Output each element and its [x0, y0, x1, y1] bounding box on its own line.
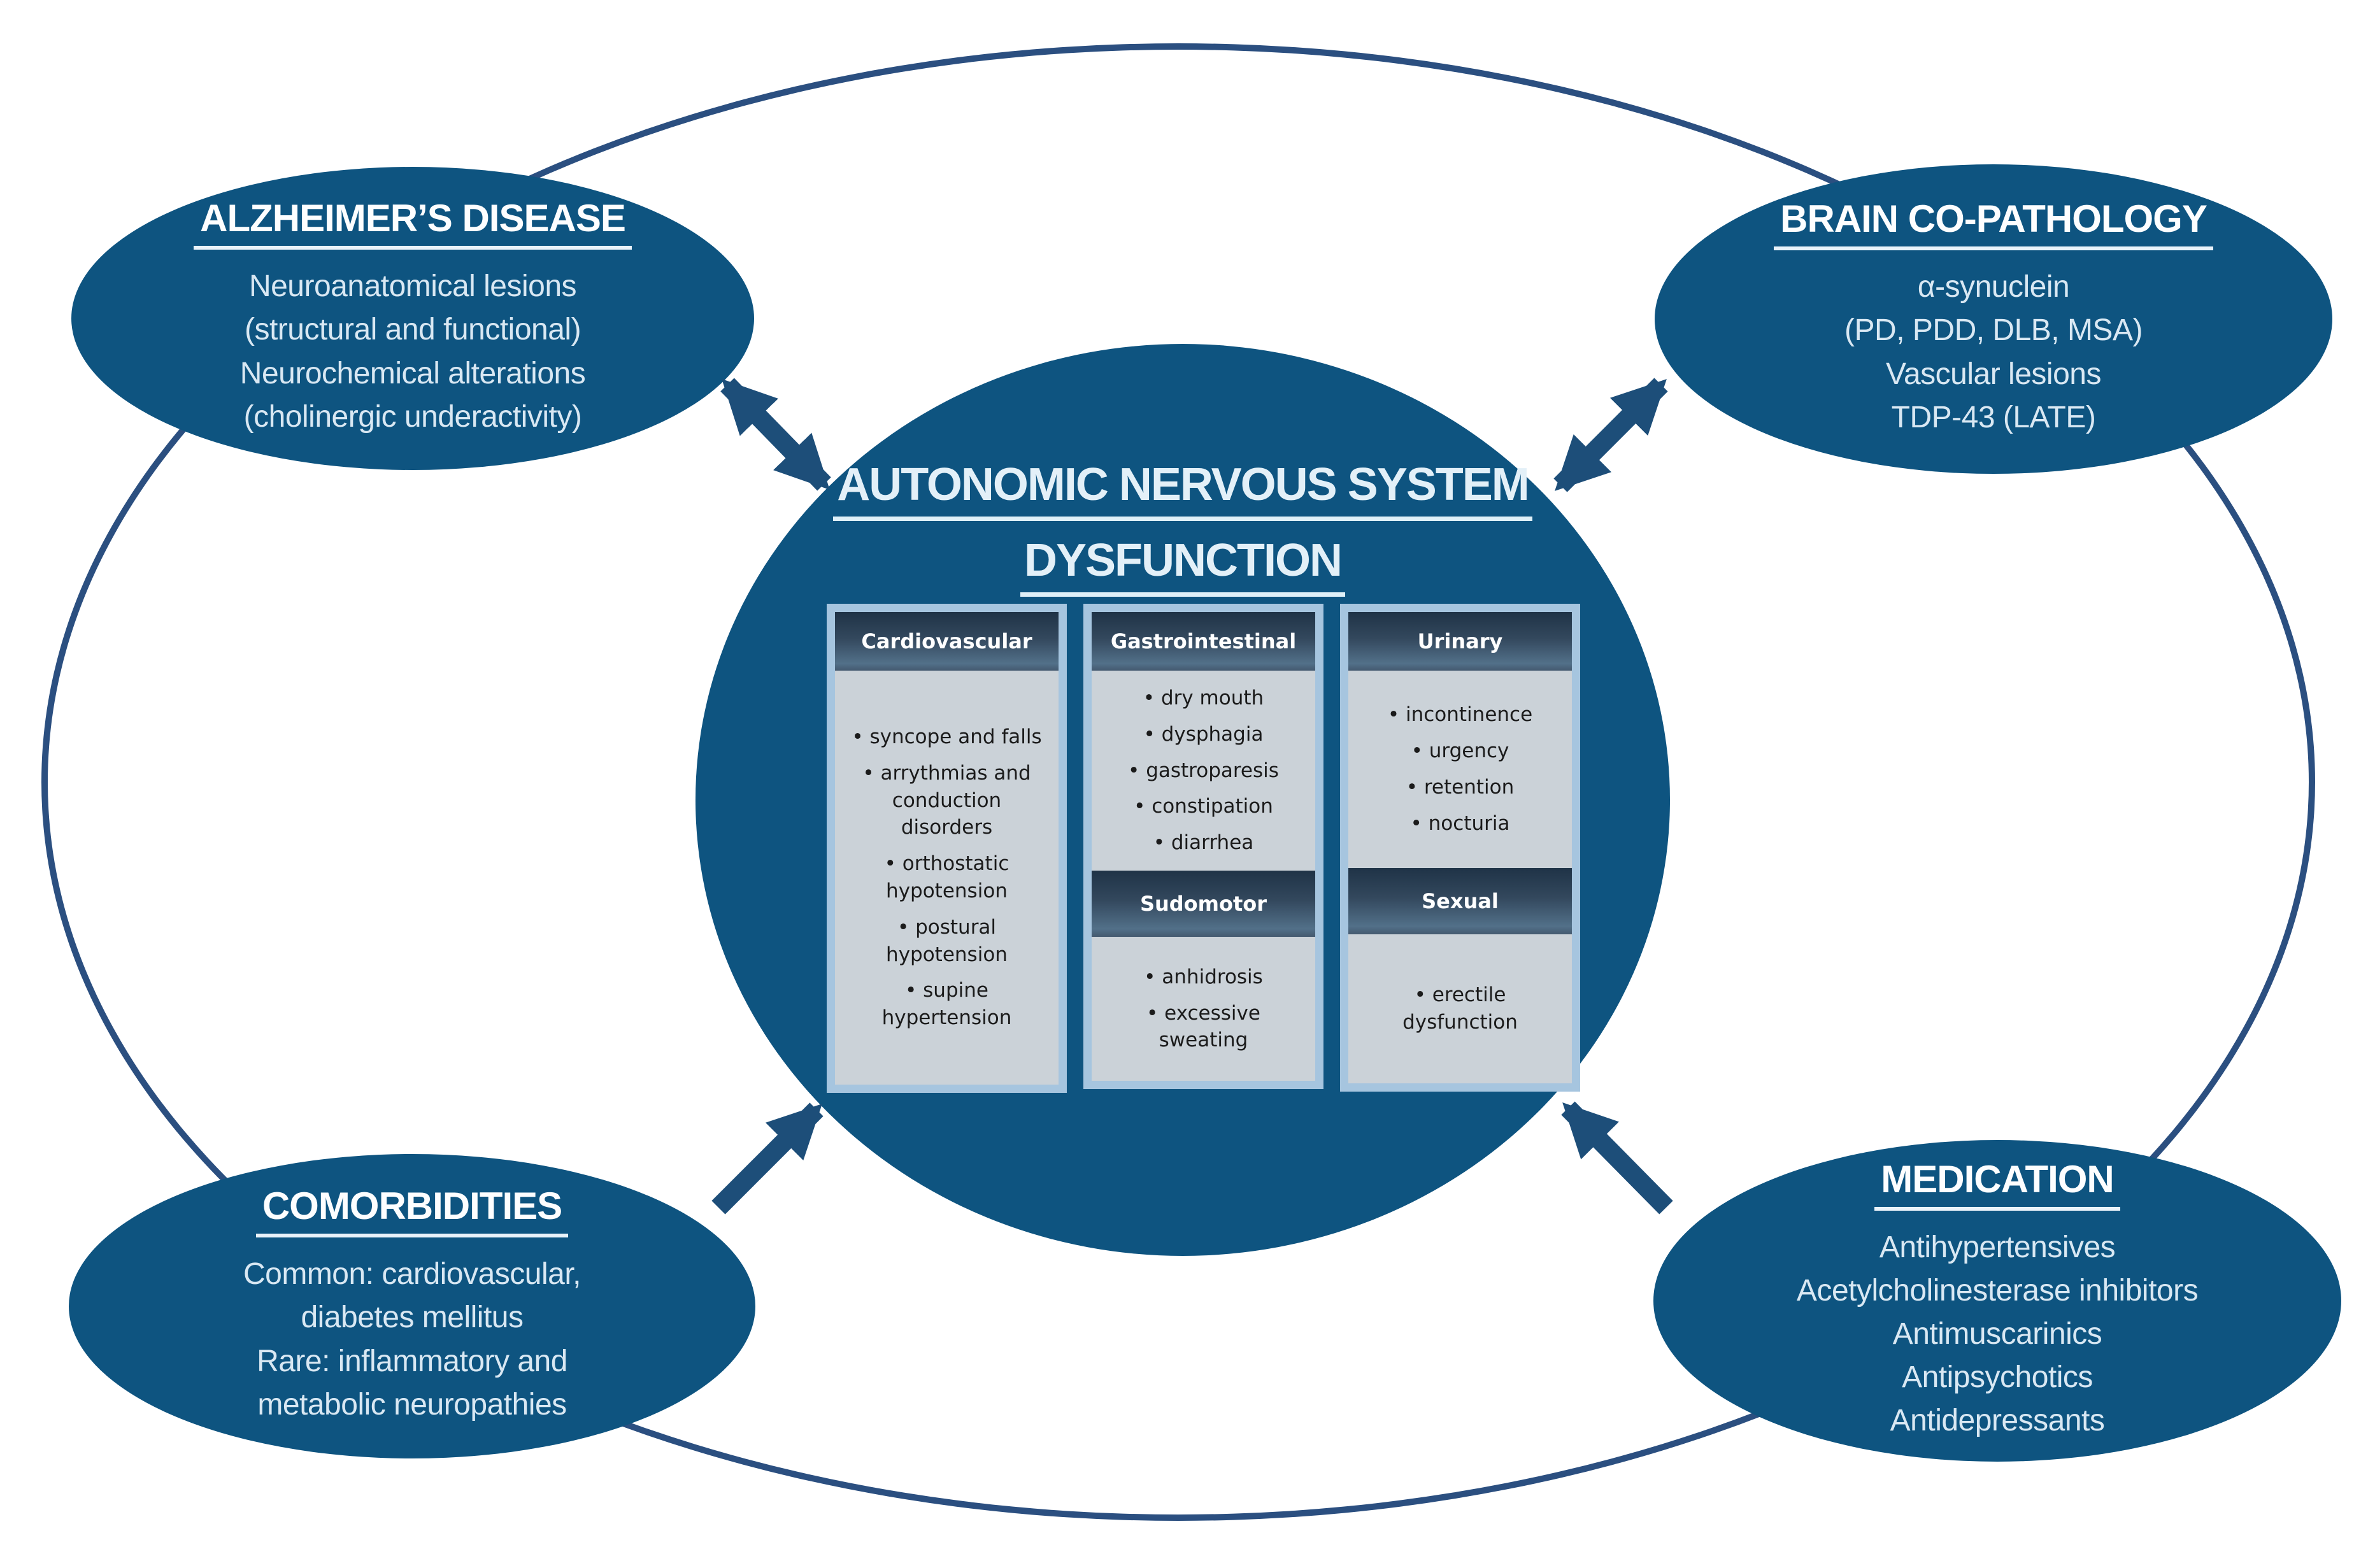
panel-header-sudomotor: Sudomotor: [1092, 871, 1315, 937]
bullet-item: • orthostatic hypotension: [848, 850, 1046, 905]
bullet-item: • supine hypertension: [848, 977, 1046, 1032]
brain-co-pathology-line: α-synuclein: [1917, 270, 2070, 304]
ellipse-comorbidities: [69, 1154, 755, 1458]
bullet-item: • incontinence: [1361, 701, 1559, 729]
comorbidities-line: diabetes mellitus: [301, 1301, 524, 1335]
bullet-item: • gastroparesis: [1104, 757, 1302, 785]
bullet-item: • nocturia: [1361, 810, 1559, 837]
brain-co-pathology-line: (PD, PDD, DLB, MSA): [1844, 313, 2143, 348]
comorbidities-title: COMORBIDITIES: [256, 1186, 568, 1237]
ellipse-alzheimers-disease: [71, 167, 754, 470]
brain-co-pathology-line: Vascular lesions: [1886, 357, 2101, 391]
brain-co-pathology-line: TDP-43 (LATE): [1891, 400, 2096, 434]
panel-header-gastrointestinal: Gastrointestinal: [1092, 612, 1315, 671]
medication-line: Antipsychotics: [1902, 1360, 2093, 1395]
bullet-item: • constipation: [1104, 793, 1302, 820]
alzheimers-line: (cholinergic underactivity): [243, 399, 582, 434]
medication-line: Antimuscarinics: [1892, 1316, 2102, 1351]
panel-body-urinary: [1348, 671, 1572, 868]
comorbidities-line: Common: cardiovascular,: [243, 1257, 581, 1292]
panel-header-urinary: Urinary: [1348, 612, 1572, 671]
bullet-item: • diarrhea: [1104, 829, 1302, 857]
panel-header-cardiovascular: Cardiovascular: [835, 612, 1059, 671]
bullet-item: • postural hypotension: [848, 914, 1046, 969]
comorbidities-line: Rare: inflammatory and: [257, 1344, 567, 1378]
medication-line: Antihypertensives: [1879, 1230, 2116, 1264]
bullet-item: • urgency: [1361, 738, 1559, 765]
comorbidities-line: metabolic neuropathies: [257, 1387, 567, 1422]
panel-header-sexual: Sexual: [1348, 868, 1572, 934]
symptom-panels: [827, 604, 1580, 1093]
bullet-item: • anhidrosis: [1104, 964, 1302, 991]
bullet-item: • excessive sweating: [1104, 1000, 1302, 1055]
ellipse-medication: [1653, 1140, 2341, 1462]
panel-cardiovascular: [827, 604, 1067, 1093]
medication-line: Antidepressants: [1890, 1404, 2105, 1438]
ellipse-brain-co-pathology: [1655, 164, 2332, 474]
brain-co-pathology-title: BRAIN CO-PATHOLOGY: [1774, 199, 2213, 250]
central-title-line1: AUTONOMIC NERVOUS SYSTEM: [833, 462, 1532, 521]
alzheimers-line: Neuroanatomical lesions: [248, 269, 577, 304]
panel-body-sexual: [1348, 934, 1572, 1083]
alzheimers-line: (structural and functional): [244, 313, 581, 347]
alzheimers-title: ALZHEIMER’S DISEASE: [194, 198, 632, 250]
bullet-item: • syncope and falls: [848, 723, 1046, 751]
central-circle-ans-dysfunction: [695, 344, 1670, 1256]
central-title-line2: DYSFUNCTION: [1020, 538, 1345, 597]
alzheimers-line: Neurochemical alterations: [239, 356, 586, 390]
medication-line: Acetylcholinesterase inhibitors: [1796, 1273, 2199, 1308]
panel-gastrointestinal-sudomotor: [1083, 604, 1323, 1089]
bullet-item: • dysphagia: [1104, 721, 1302, 748]
panel-body-sudomotor: [1092, 937, 1315, 1081]
panel-urinary-sexual: [1340, 604, 1580, 1092]
bullet-item: • arrythmias and conduction disorders: [848, 760, 1046, 841]
panel-body-gastrointestinal: [1092, 671, 1315, 871]
bullet-item: • dry mouth: [1104, 685, 1302, 712]
medication-title: MEDICATION: [1874, 1159, 2120, 1211]
central-title: [695, 459, 1670, 597]
bullet-item: • retention: [1361, 774, 1559, 801]
bullet-item: • erectile dysfunction: [1361, 981, 1559, 1036]
panel-body-cardiovascular: [835, 671, 1059, 1085]
